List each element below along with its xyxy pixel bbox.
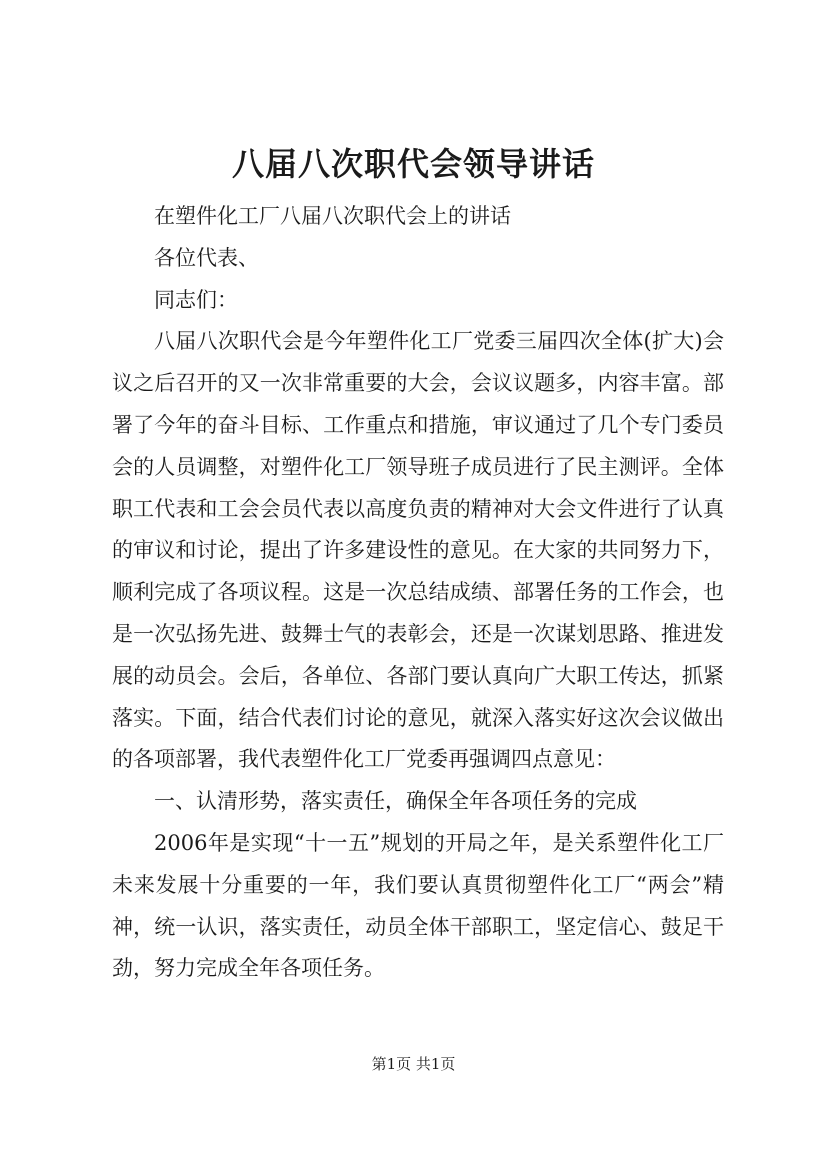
body-paragraph: 八届八次职代会是今年塑件化工厂党委三届四次全体(扩大)会议之后召开的又一次非常重要的大会，会议议题多，内容丰富。部署了今年的奋斗目标、工作重点和措施，审议通过了几个专门委员会的人员调整，对塑件化工厂领导班子成员进行了民主测评。全体职工代表和工会会员代表以高度负责的精神对大会文件进行了认真的审议和讨论，提出了许多建设性的意见。在大家的共同努力下，顺利完成了各项议程。这是一次总结成绩、部署任务的工作会，也是一次弘扬先进、鼓舞士气的表彰会，还是一次谋划思路、推进发展的动员会。会后，各单位、各部门要认真向广大职工传达，抓紧落实。下面，结合代表们讨论的意见，就深入落实好这次会议做出的各项部署，我代表塑件化工厂党委再强调四点意见： <box>112 329 724 772</box>
page-footer: 第1页 共1页 <box>371 1055 456 1073</box>
subtitle-paragraph: 在塑件化工厂八届八次职代会上的讲话 <box>154 204 511 228</box>
body-paragraph: 2006年是实现“十一五”规划的开局之年，是关系塑件化工厂未来发展十分重要的一年，我们要认真贯彻塑件化工厂“两会”精神，统一认识，落实责任，动员全体干部职工，坚定信心、鼓足干劲，努力完成全年各项任务。 <box>112 830 724 981</box>
document-title: 八届八次职代会领导讲话 <box>231 145 595 183</box>
salutation-paragraph: 同志们： <box>154 287 238 312</box>
document-body <box>112 196 724 990</box>
salutation-paragraph: 各位代表、 <box>154 245 259 270</box>
section-heading: 一、认清形势，落实责任，确保全年各项任务的完成 <box>154 789 637 814</box>
